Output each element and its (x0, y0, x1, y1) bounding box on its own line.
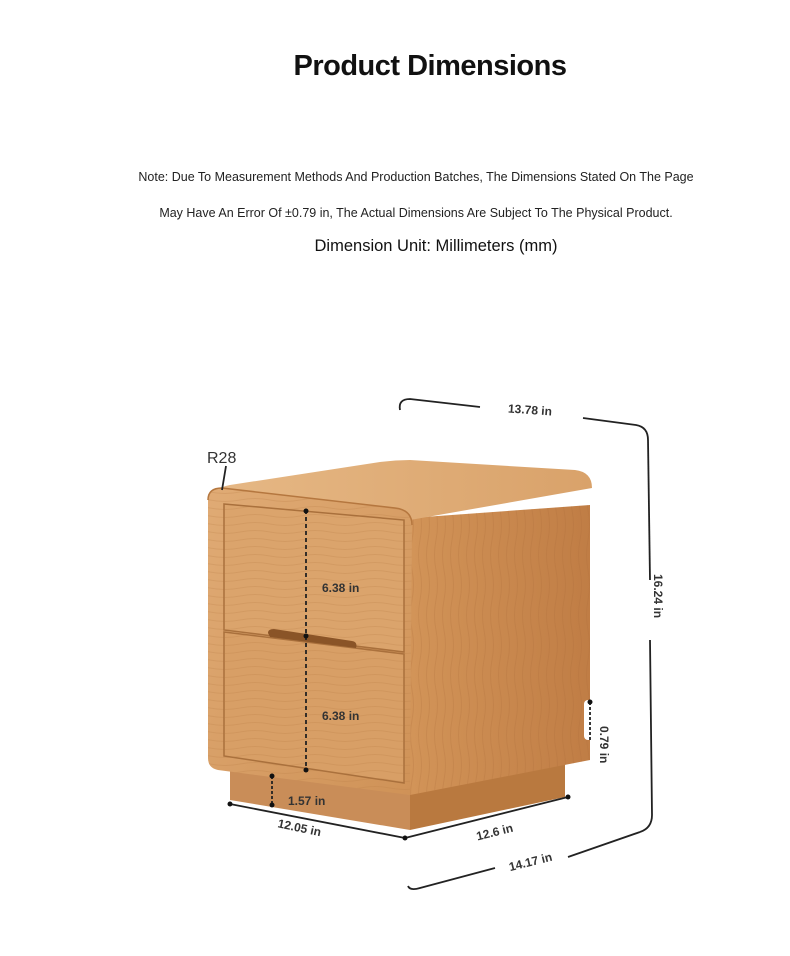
note-line-2: May Have An Error Of ±0.79 in, The Actual Dimensions Are Subject To The Physical Product. (159, 206, 673, 220)
page-title: Product Dimensions (293, 50, 567, 82)
drawer-bottom[interactable] (224, 632, 404, 783)
base-height-label: 1.57 in (288, 794, 326, 808)
drawer-top[interactable] (224, 504, 404, 652)
overall-depth-label: 14.17 in (507, 849, 554, 875)
height-label: 16.24 in (651, 574, 665, 619)
front-width-label: 12.05 in (276, 816, 323, 840)
radius-label: R28 (207, 450, 237, 467)
drawer-bottom-height-label: 6.38 in (322, 709, 360, 723)
cabinet-side (410, 505, 594, 795)
dimension-unit: Dimension Unit: Millimeters (mm) (314, 237, 558, 255)
drawer-top-height-label: 6.38 in (322, 581, 360, 595)
top-width-label: 13.78 in (507, 401, 553, 419)
leg-gap-label: 0.79 in (597, 726, 611, 764)
side-depth-label: 12.6 in (474, 820, 515, 844)
note-line-1: Note: Due To Measurement Methods And Production Batches, The Dimensions Stated On The Page (138, 170, 694, 184)
